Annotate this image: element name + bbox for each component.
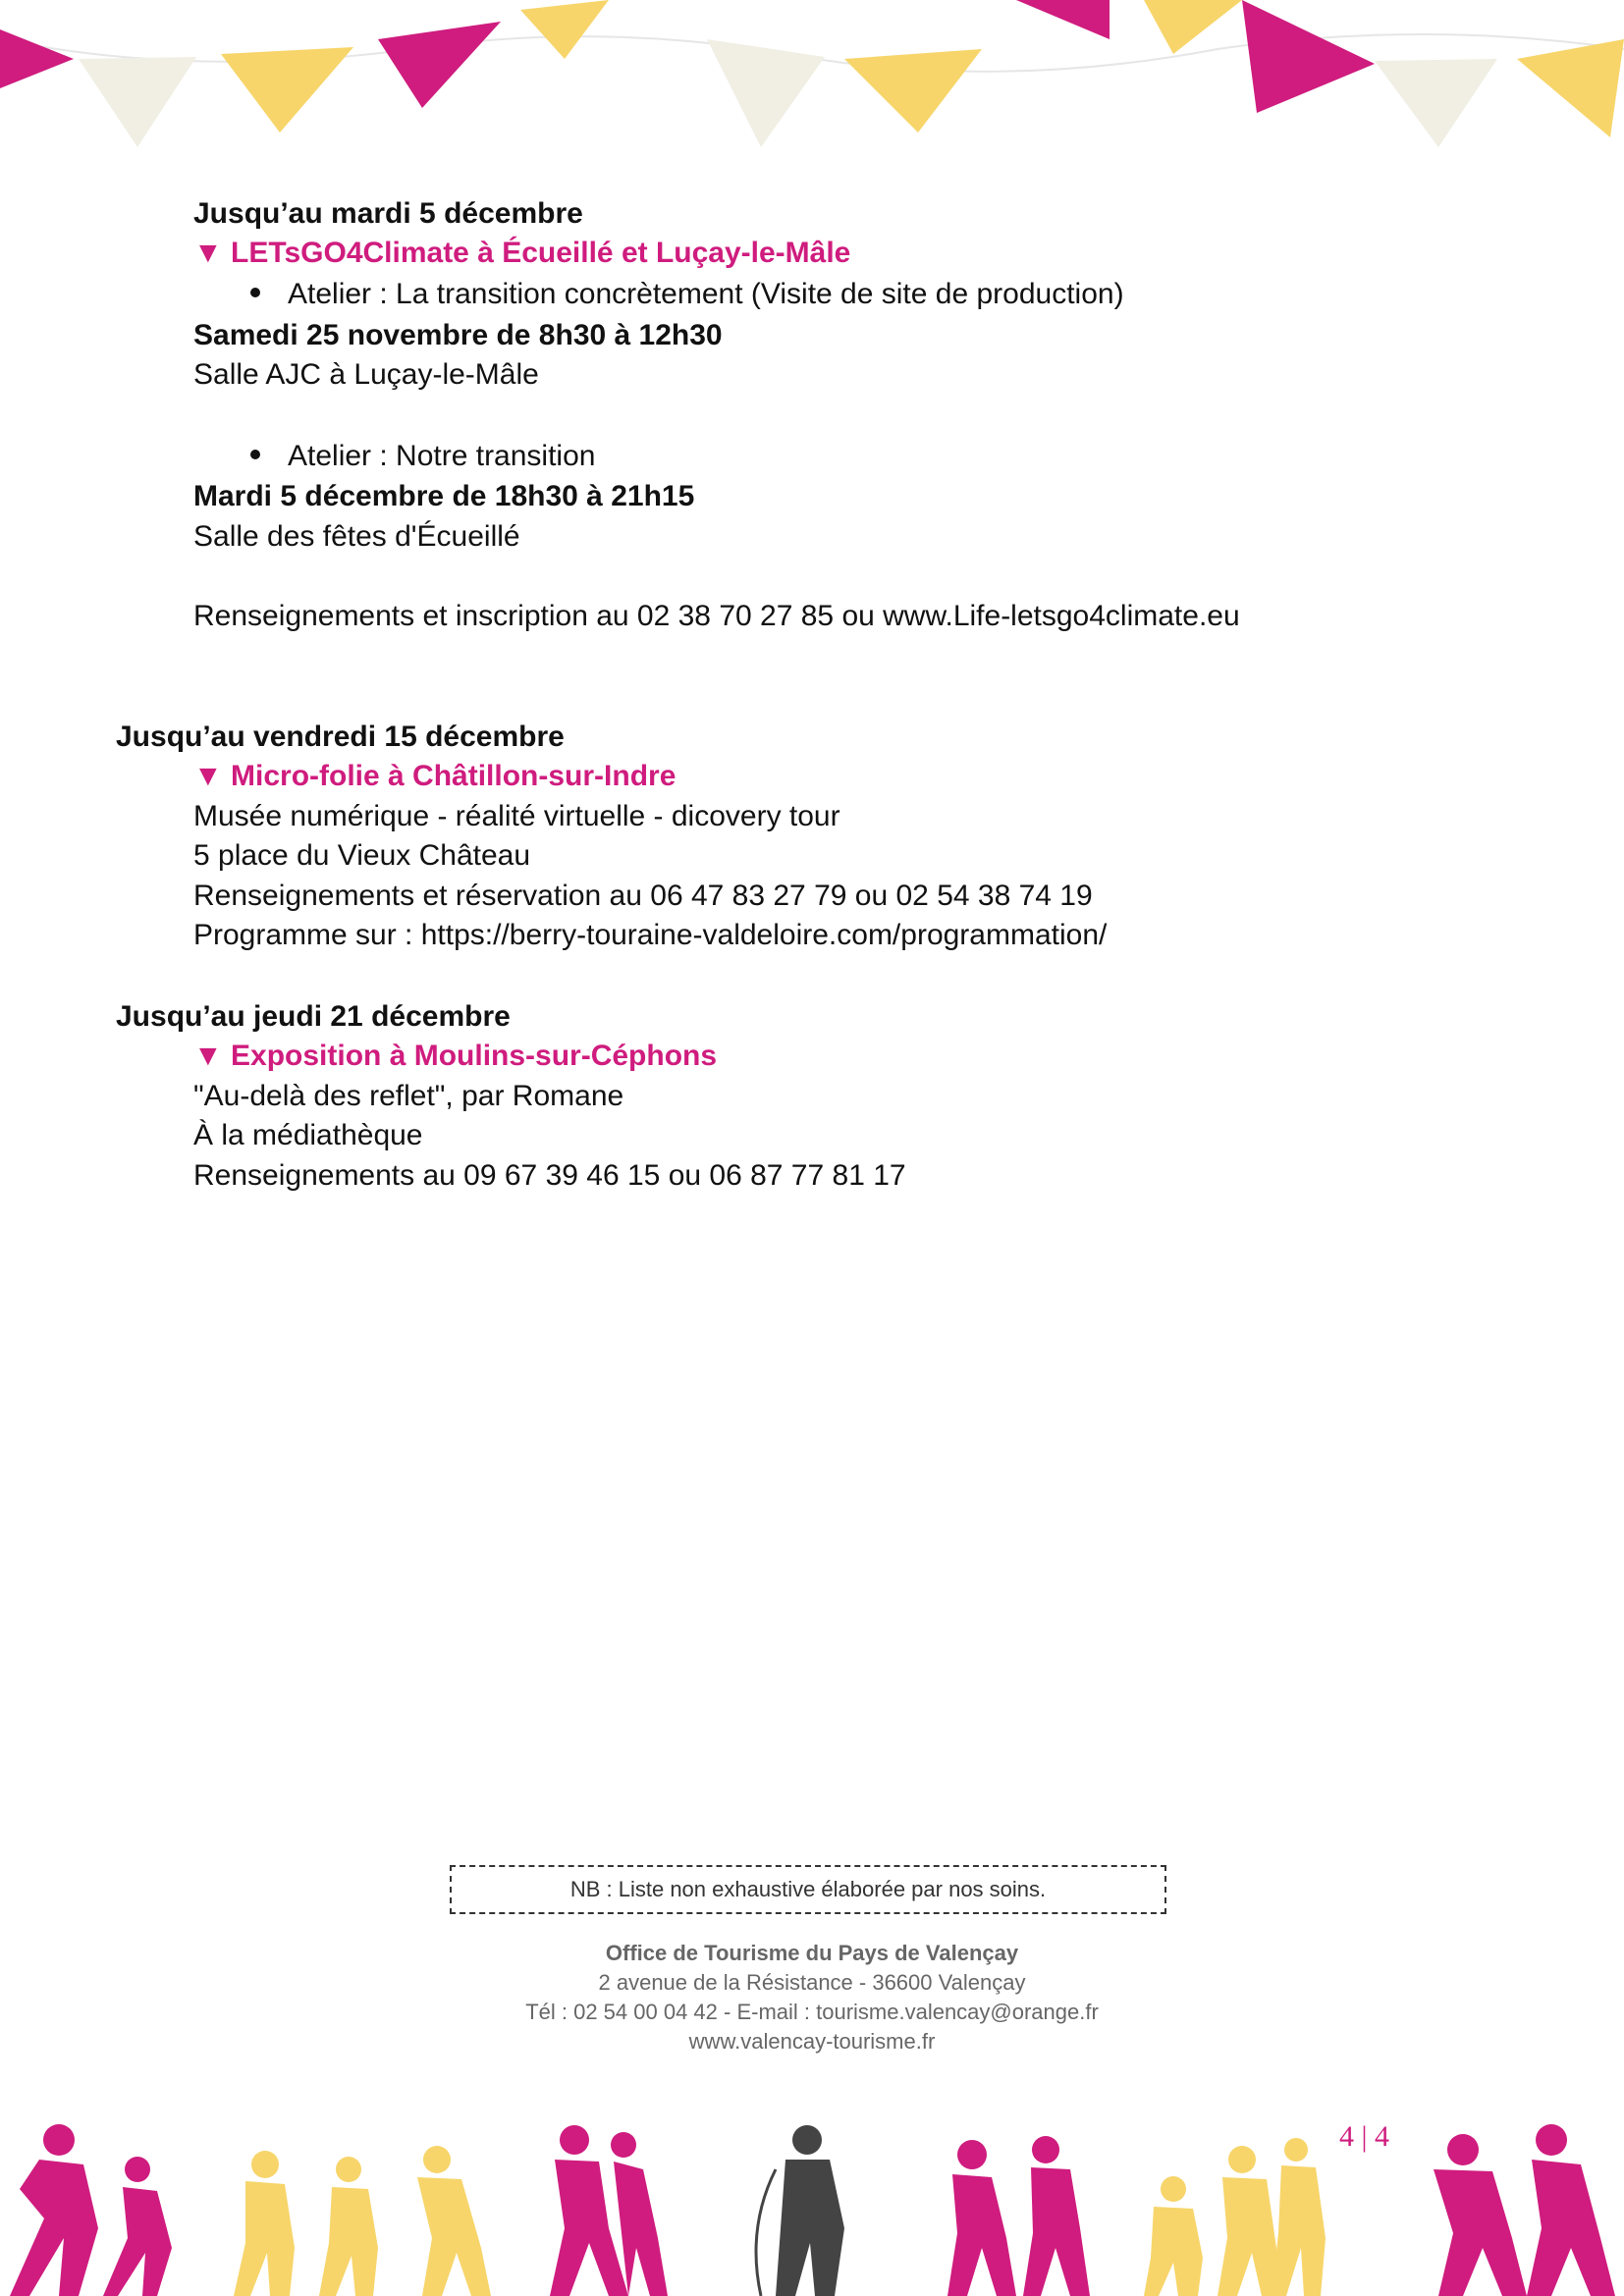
event1-info: Renseignements et inscription au 02 38 70 27 85 ou www.Life-letsgo4climate.eu <box>193 600 1240 632</box>
event2-line: Renseignements et réservation au 06 47 83 27 79 ou 02 54 38 74 19 <box>193 880 1093 912</box>
event2-title: ▼ Micro-folie à Châtillon-sur-Indre <box>193 760 677 792</box>
bullet-icon <box>250 450 260 459</box>
event3-line: À la médiathèque <box>193 1119 423 1151</box>
page-number: 4 | 4 <box>1339 2120 1390 2153</box>
event2-line: 5 place du Vieux Château <box>193 839 531 872</box>
footer-org: Office de Tourisme du Pays de Valençay <box>605 1941 1019 1965</box>
bullet-icon <box>250 288 260 297</box>
event1-workshop1-place: Salle AJC à Luçay-le-Mâle <box>193 358 539 391</box>
event1-workshop2-place: Salle des fêtes d'Écueillé <box>193 520 520 553</box>
event1-workshop1 <box>250 275 1124 314</box>
event1-title: ▼ LETsGO4Climate à Écueillé et Luçay-le-Mâle <box>193 237 851 269</box>
event3-date-heading: Jusqu’au jeudi 21 décembre <box>116 1000 511 1033</box>
event1-workshop1-date: Samedi 25 novembre de 8h30 à 12h30 <box>193 319 723 351</box>
event2-date-heading: Jusqu’au vendredi 15 décembre <box>116 721 565 753</box>
event3-title: ▼ Exposition à Moulins-sur-Céphons <box>193 1040 718 1072</box>
workshop2-label: Atelier : Notre transition <box>288 440 596 472</box>
dancers-decoration <box>0 2110 1624 2296</box>
event1-workshop2-date: Mardi 5 décembre de 18h30 à 21h15 <box>193 480 695 512</box>
event2-line: Programme sur : https://berry-touraine-valdeloire.com/programmation/ <box>193 919 1108 951</box>
footer <box>0 1939 1624 2056</box>
event1-date-heading: Jusqu’au mardi 5 décembre <box>193 197 583 230</box>
event1-workshop2 <box>250 437 595 476</box>
event3-line: Renseignements au 09 67 39 46 15 ou 06 87 77 81 17 <box>193 1159 906 1192</box>
event2-line: Musée numérique - réalité virtuelle - dicovery tour <box>193 800 840 832</box>
bunting-decoration <box>0 0 1624 157</box>
workshop1-label: Atelier : La transition concrètement (Visite de site de production) <box>288 278 1124 310</box>
footer-contact: Tél : 02 54 00 04 42 - E-mail : tourisme.valencay@orange.fr <box>525 2000 1099 2024</box>
event3-line: "Au-delà des reflet", par Romane <box>193 1080 624 1112</box>
note-box: NB : Liste non exhaustive élaborée par nos soins. <box>450 1865 1166 1914</box>
footer-website: www.valencay-tourisme.fr <box>688 2029 936 2054</box>
footer-address: 2 avenue de la Résistance - 36600 Valençay <box>598 1970 1026 1995</box>
